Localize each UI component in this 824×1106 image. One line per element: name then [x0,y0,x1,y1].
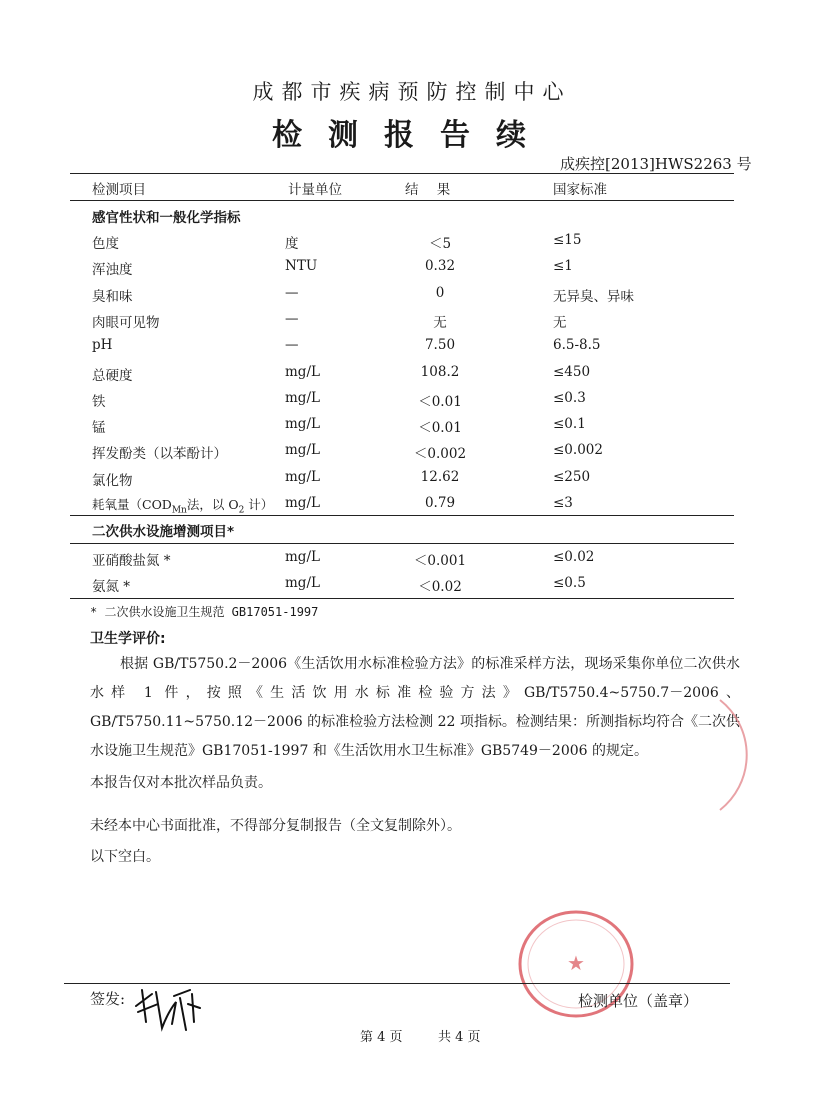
organization-name: 成都市疾病预防控制中心 [252,80,572,104]
partial-stamp-icon [700,690,760,820]
cell-unit: mg/L [285,549,320,565]
evaluation-line-3: 以下空白。 [90,849,160,865]
cell-item: 耗氧量（$COD_{Mn}$法，以 $O_2$ 计） [92,497,274,516]
handwritten-signature-icon [128,982,208,1038]
table-row [0,364,824,388]
cell-standard: ≤15 [553,232,582,248]
cell-item: 浑浊度 [92,262,133,279]
cell-item: 亚硝酸盐氮 * [92,553,171,569]
cell-unit: mg/L [285,442,320,459]
col-header-standard: 国家标准 [553,182,607,198]
table-row [0,232,824,256]
table-row [0,337,824,361]
cell-unit: mg/L [285,389,320,406]
cell-item: 色度 [92,236,119,252]
cell-item: 挥发酚类（以苯酚计） [92,446,227,463]
evaluation-title: 卫生学评价: [90,631,166,647]
page-number: 第 4 页 [360,1030,403,1045]
cell-unit: — [285,337,299,354]
cell-result: ＜0.01 [418,393,462,410]
cell-unit: mg/L [285,363,320,380]
evaluation-paragraph: 根据 GB/T5750.2－2006《生活饮用水标准检验方法》的标准采样方法，现场采集你单位二次供水水样 1 件，按照《生活饮用水标准检验方法》GB/T5750.4~5750.7－2006、GB/T5750.11~5750.12－2006 的标准检验方法检测 22 项指标。检测结果：所测指标均符合《二次供水设施卫生规范》GB17051-1997 和《生活饮用水卫生标准》GB5749－2006 的规定。 [90,656,740,759]
cell-item: 锰 [92,420,106,437]
total-pages: 共 4 页 [438,1030,481,1045]
cell-result: 108.2 [420,363,460,380]
cell-standard: ≤0.02 [553,549,595,565]
cell-item: 氯化物 [92,472,133,489]
cell-standard: ≤1 [553,258,573,275]
evaluation-line-2: 未经本中心书面批准，不得部分复制报告（全文复制除外）。 [90,818,461,834]
cell-result: ＜0.02 [418,579,462,595]
cell-item: pH [92,337,113,354]
cell-unit: mg/L [285,495,320,511]
cell-item: 肉眼可见物 [92,314,160,331]
cell-standard: 无异臭、异味 [553,288,634,305]
cell-item: 铁 [92,393,106,410]
col-header-item: 检测项目 [92,182,146,198]
table-row [0,549,824,573]
col-header-unit: 计量单位 [288,182,342,198]
report-title: 检测报告续 [272,118,552,153]
cell-unit: — [285,310,299,327]
cell-unit: 度 [285,236,299,252]
cell-standard: 6.5-8.5 [553,337,601,354]
table-row [0,416,824,440]
col-header-result: 结 果 [405,182,451,198]
testing-unit-label: 检测单位（盖章） [578,992,699,1010]
cell-result: 0.32 [424,258,456,275]
signature-label: 签发: [90,990,126,1008]
document-number: 成疾控[2013]HWS2263 号 [560,155,752,173]
cell-standard: ≤450 [553,363,591,380]
cell-standard: ≤3 [553,495,573,511]
cell-result: 12.62 [420,468,460,485]
cell-unit: mg/L [285,416,320,433]
cell-result: 0 [435,284,445,301]
cell-result: ＜0.002 [413,446,467,463]
cell-item: 臭和味 [92,288,133,305]
table-row [0,469,824,493]
cell-unit: mg/L [285,575,320,591]
evaluation-line-1: 本报告仅对本批次样品负责。 [90,775,272,791]
table-top-rule [70,173,734,174]
cell-unit: NTU [285,258,318,275]
cell-standard: ≤0.5 [553,575,586,591]
cell-result: 0.79 [424,495,456,511]
table-footnote: * 二次供水设施卫生规范 GB17051-1997 [90,605,319,619]
cell-result: 7.50 [424,337,456,354]
cell-result: ＜0.01 [418,420,462,437]
cell-standard: 无 [553,314,567,331]
table-row [0,575,824,599]
cell-unit: mg/L [285,468,320,485]
cell-item: 总硬度 [92,367,133,384]
section-title-sensory: 感官性状和一般化学指标 [92,210,241,226]
cell-standard: ≤0.3 [553,389,586,406]
cell-result: ＜0.001 [413,553,467,569]
table-header-rule [70,200,734,201]
svg-text:★: ★ [567,951,585,975]
table-bottom-rule [70,598,734,599]
table-row [0,390,824,414]
cell-item: 氨氮 * [92,579,131,595]
table-row [0,258,824,282]
section-divider-2 [70,543,734,544]
cell-standard: ≤250 [553,468,591,485]
section-title-secondary: 二次供水设施增测项目* [92,524,235,540]
table-row [0,285,824,309]
table-row [0,442,824,466]
cell-standard: ≤0.1 [553,416,586,433]
cell-unit: — [285,284,299,301]
section-divider [70,515,734,516]
table-row [0,311,824,335]
cell-standard: ≤0.002 [553,442,603,459]
cell-result: 无 [433,314,447,331]
cell-result: ＜5 [428,236,452,252]
